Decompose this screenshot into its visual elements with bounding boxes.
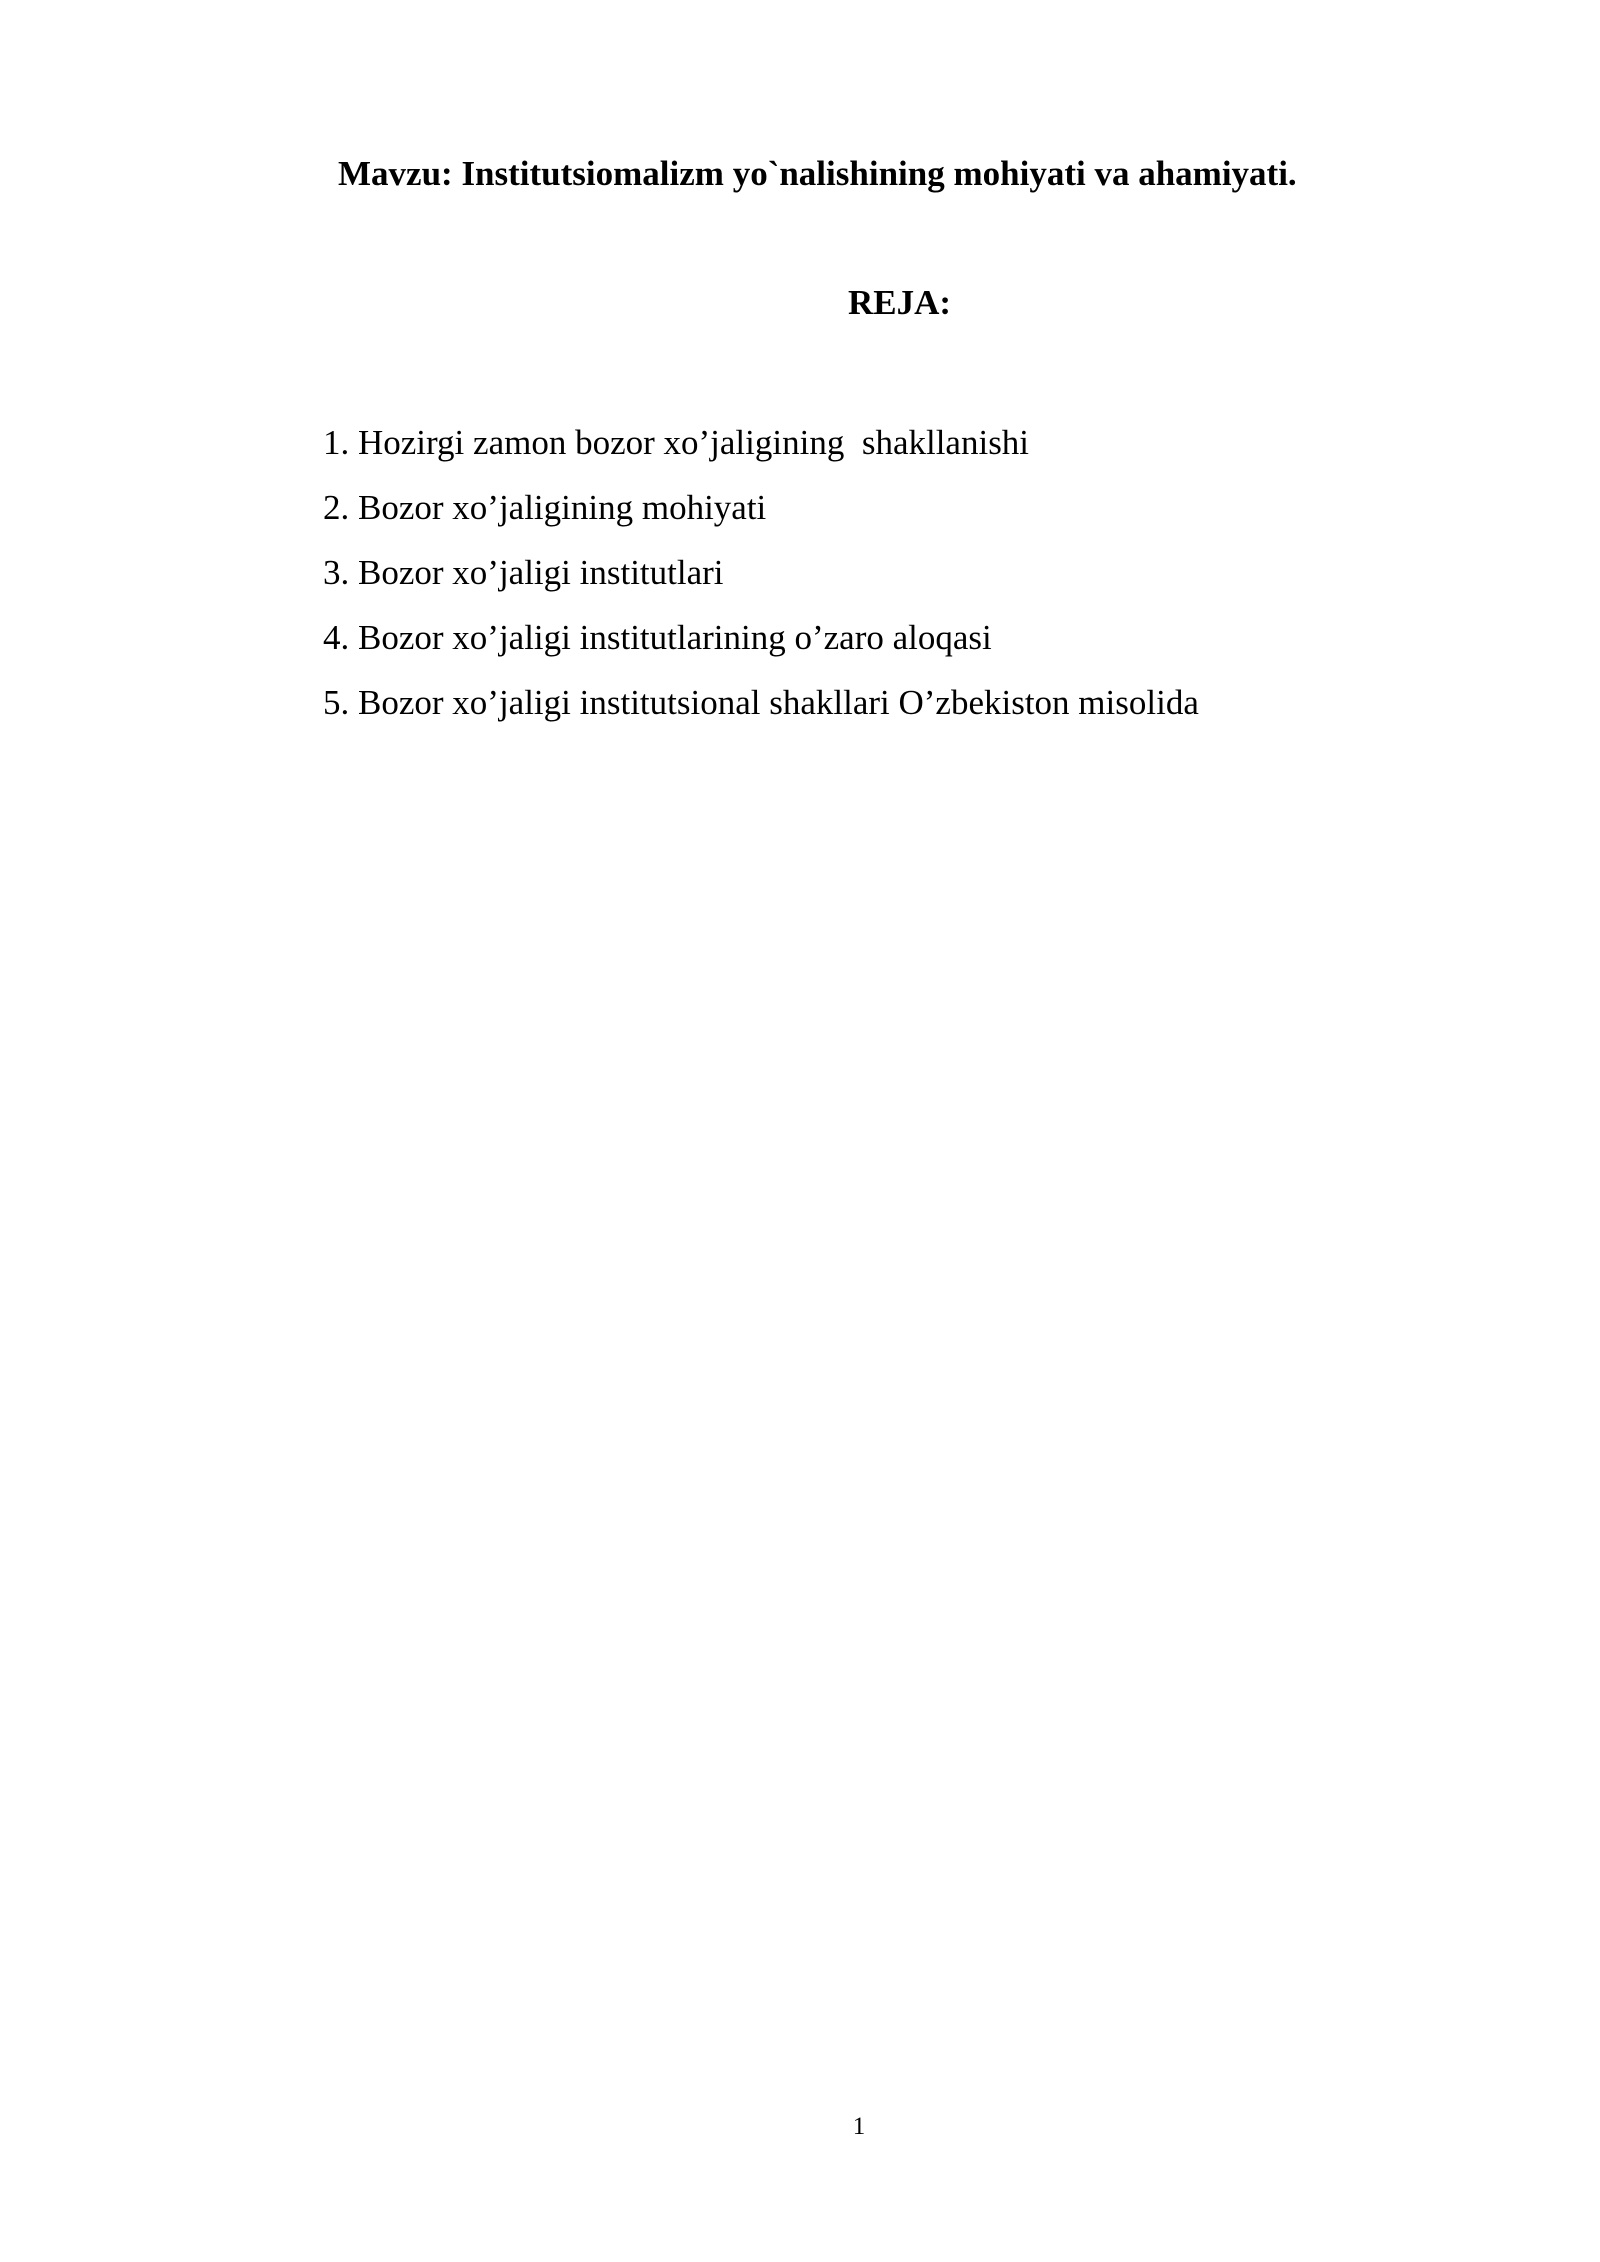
plan-item-text: Bozor xo’jaligi institutlari xyxy=(358,553,724,592)
plan-item xyxy=(323,605,1199,670)
plan-item-number: 5. xyxy=(323,683,350,722)
plan-item-text: Bozor xo’jaligining mohiyati xyxy=(358,488,767,527)
plan-item xyxy=(323,670,1199,735)
plan-item-number: 2. xyxy=(323,488,350,527)
document-title: Mavzu: Institutsiomalizm yo`nalishining mohiyati va ahamiyati. xyxy=(338,154,1297,193)
plan-item-number: 4. xyxy=(323,618,350,657)
plan-item xyxy=(323,410,1199,475)
plan-item-text: Bozor xo’jaligi institutsional shakllari O’zbekiston misolida xyxy=(358,683,1199,722)
plan-item xyxy=(323,540,1199,605)
plan-item-number: 1. xyxy=(323,423,350,462)
plan-heading: REJA: xyxy=(848,283,952,322)
page-number: 1 xyxy=(852,2113,866,2140)
plan-list xyxy=(323,410,1199,735)
plan-item-text: Hozirgi zamon bozor xo’jaligining shakllanishi xyxy=(358,423,1030,462)
plan-item-number: 3. xyxy=(323,553,350,592)
plan-item-text: Bozor xo’jaligi institutlarining o’zaro aloqasi xyxy=(358,618,992,657)
plan-item xyxy=(323,475,1199,540)
